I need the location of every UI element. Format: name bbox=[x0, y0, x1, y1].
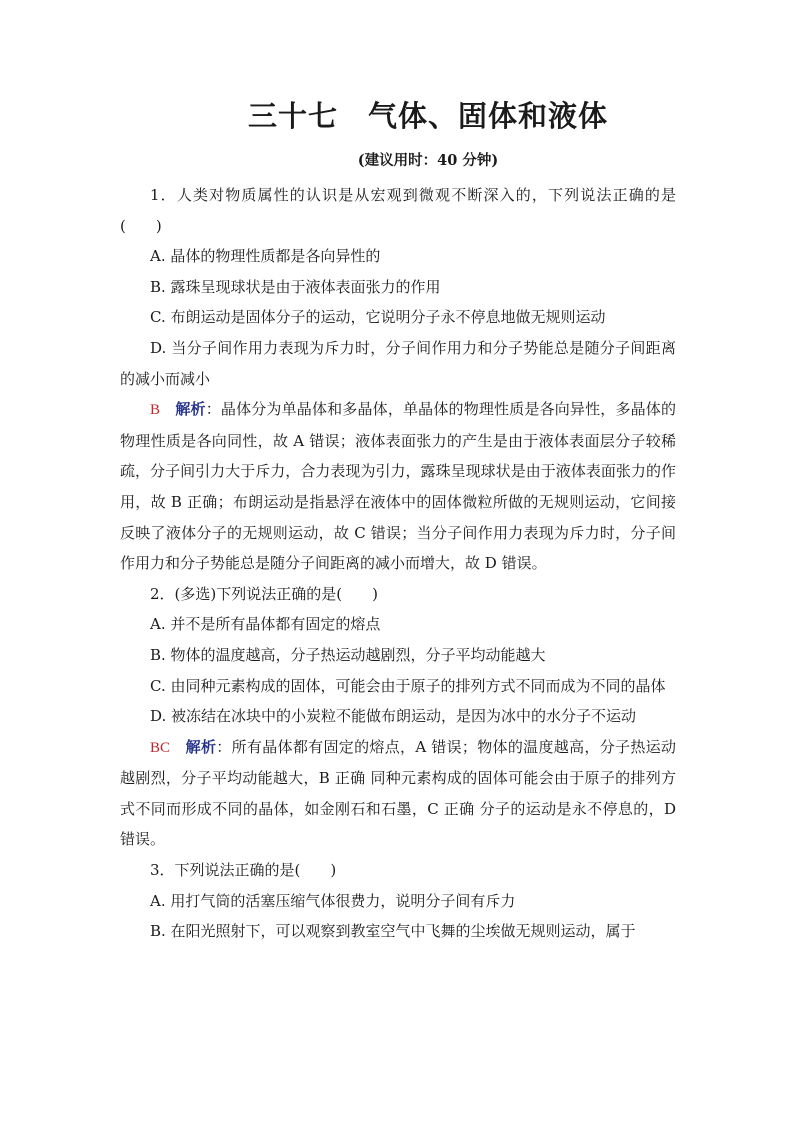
question-1-option-c: C. 布朗运动是固体分子的运动，它说明分子永不停息地做无规则运动 bbox=[150, 308, 606, 327]
page-title: 三十七 气体、固体和液体 bbox=[247, 99, 608, 133]
question-1-analysis-text: ：晶体分为单晶体和多晶体，单晶体的物理性质是各向异性，多晶体的物理性质是各向同性，故 A 错误；液体表面张力的产生是由于液体表面层分子较稀疏，分子间引力大于斥力，合力表现为引力，露珠呈现球状是由于液体表面张力的作用，故 B 正确；布朗运动是指悬浮在液体中的固体微粒所做的无规则运动，它间接反映了液体分子的无规则运动，故 C 错误；当分子间作用力表现为斥力时，分子间作用力和分子势能总是随分子间距离的减小而增大，故 D 错误。 bbox=[120, 400, 676, 573]
question-1-stem: 1．人类对物质属性的认识是从宏观到微观不断深入的，下列说法正确的是( ) bbox=[120, 186, 676, 235]
question-2-analysis bbox=[120, 732, 676, 855]
question-1-option-a: A. 晶体的物理性质都是各向异性的 bbox=[150, 247, 381, 266]
question-2-option-d: D. 被冻结在冰块中的小炭粒不能做布朗运动，是因为冰中的水分子不运动 bbox=[150, 707, 637, 726]
question-3-option-b: B. 在阳光照射下，可以观察到教室空气中飞舞的尘埃做无规则运动，属于 bbox=[150, 922, 636, 941]
question-2-option-a: A. 并不是所有晶体都有固定的熔点 bbox=[150, 615, 381, 634]
question-2-answer: BC bbox=[150, 739, 171, 756]
question-2-option-b: B. 物体的温度越高，分子热运动越剧烈，分子平均动能越大 bbox=[150, 645, 546, 664]
document-page bbox=[120, 96, 676, 947]
question-1-analysis bbox=[120, 394, 676, 579]
question-2-analysis-text: ：所有晶体都有固定的熔点，A 错误；物体的温度越高，分子热运动越剧烈，分子平均动能越大，B 正确 同种元素构成的固体可能会由于原子的排列方式不同而形成不同的晶体，如金刚石和石墨，C 正确 分子的运动是永不停息的，D 错误。 bbox=[120, 737, 676, 849]
analysis-label: 解析 bbox=[185, 737, 217, 756]
question-3-stem: 3．下列说法正确的是( ) bbox=[150, 861, 337, 880]
time-suggestion: (建议用时：40 分钟) bbox=[357, 152, 499, 169]
question-1-option-d: D. 当分子间作用力表现为斥力时，分子间作用力和分子势能总是随分子间距离的减小而减小 bbox=[120, 338, 676, 388]
question-1-option-b: B. 露珠呈现球状是由于液体表面张力的作用 bbox=[150, 277, 441, 296]
question-1-answer: B bbox=[150, 402, 161, 419]
analysis-label: 解析 bbox=[175, 400, 206, 419]
question-2-stem: 2．(多选)下列说法正确的是( ) bbox=[150, 584, 378, 603]
question-2-option-c: C. 由同种元素构成的固体，可能会由于原子的排列方式不同而成为不同的晶体 bbox=[150, 676, 666, 695]
question-3-option-a: A. 用打气筒的活塞压缩气体很费力，说明分子间有斥力 bbox=[150, 891, 516, 910]
